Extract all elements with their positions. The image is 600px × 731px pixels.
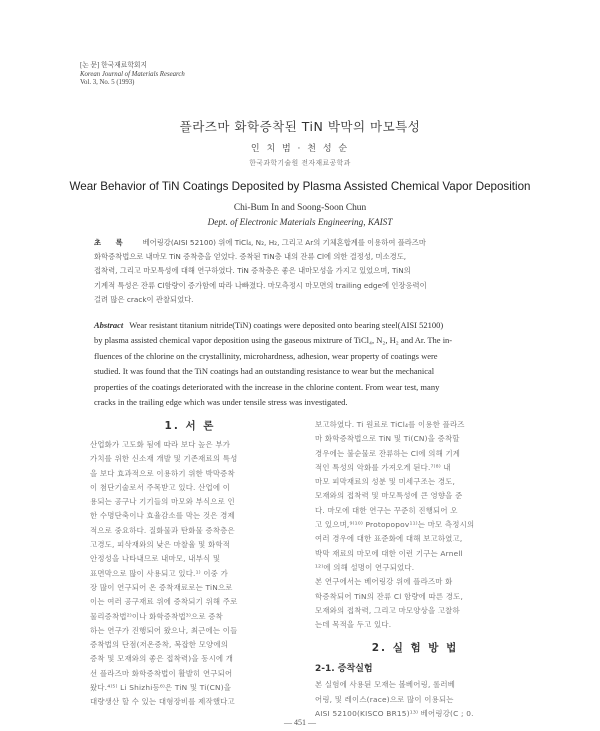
body-text-line: 본 연구에서는 베어링강 위에 플라즈마 화 bbox=[315, 577, 453, 587]
abstract-english-line: Abstract Wear resistant titanium nitride(TiN) coatings were deposited onto bearing steel(AISI 52100) bbox=[94, 320, 444, 330]
paper-title-korean: 플라즈마 화학증착된 TiN 박막의 마모특성 bbox=[179, 119, 421, 134]
abstract-english-label: Abstract bbox=[94, 320, 124, 330]
body-text-line: 여러 경우에 대한 표준화에 대해 보고하였고, bbox=[315, 534, 463, 544]
body-text-line: 대량생산 할 수 있는 대형장비를 제작했다고 bbox=[90, 697, 235, 707]
body-text-line: 모재와의 접착력 및 마모특성에 큰 영향을 준 bbox=[315, 491, 463, 501]
journal-header bbox=[80, 62, 185, 88]
body-text-line: 적인 특성의 악화를 가져오게 된다.⁷⁾⁸⁾ 내 bbox=[315, 462, 451, 472]
body-text-line: 을 보다 효과적으로 이용하기 위한 박막증착 bbox=[90, 468, 235, 478]
body-text-line: ¹²⁾에 의해 설명이 연구되었다. bbox=[315, 562, 415, 572]
affiliation-english: Dept. of Electronic Materials Engineering, KAIST bbox=[207, 217, 393, 227]
body-text-line: 안정성을 나타내므로 내마모, 내부식 및 bbox=[90, 554, 221, 564]
abstract-korean-label: 초 록 bbox=[94, 238, 129, 247]
abstract-english-line: studied. It was found that the TiN coatings had an outstanding resistance to wear but the mechanical bbox=[94, 366, 435, 377]
body-text-line: 용되는 공구나 기기들의 마모와 부식으로 인 bbox=[90, 497, 235, 507]
body-text-line: 학증착되어 TiN의 잔류 Cl 함량에 따른 경도, bbox=[315, 591, 464, 601]
abstract-english bbox=[94, 318, 508, 410]
subsection-heading-deposition: 2-1. 증착실험 bbox=[315, 664, 373, 675]
abstract-korean-line: 화학증착법으로 내마모 TiN 증착층을 얻었다. 증착된 TiN층 내의 잔류 Cl에 의한 결정성, 미소경도, bbox=[94, 252, 407, 262]
body-text-line: 왔다.⁴⁾⁵⁾ Li Shizhi등⁶⁾은 TiN 및 Ti(CN)을 bbox=[90, 683, 232, 693]
body-text-line: 산업화가 고도화 됨에 따라 보다 높은 부가 bbox=[90, 440, 231, 449]
body-text-line: 물리증착법²⁾이나 화학증착법³⁾으로 증착 bbox=[90, 611, 223, 621]
body-text-line: 이 첨단기술로서 주목받고 있다. 산업에 이 bbox=[90, 482, 231, 492]
affiliation-korean: 한국과학기술원 전자재료공학과 bbox=[249, 159, 351, 167]
body-text-line: 장 많이 연구되어 온 증착재료로는 TiN으로 bbox=[90, 582, 233, 592]
journal-header-line: Vol. 3, No. 5 (1993) bbox=[80, 79, 135, 87]
body-text-line: 가치를 위한 신소재 개발 및 기존재료의 특성 bbox=[90, 454, 238, 464]
abstract-english-line: by plasma assisted chemical vapor deposition using the gaseous mixtrure of TiCl₄, N₂, H₂ and Ar. The in- bbox=[94, 335, 453, 346]
body-text-line: 마 화학증착법으로 TiN 및 Ti(CN)을 증착할 bbox=[315, 434, 460, 444]
body-text-line: 이는 여러 공구재료 위에 증착되기 위해 주로 bbox=[90, 597, 238, 607]
body-text-line: 어링, 및 레이스(race)으로 많이 이용되는 bbox=[315, 694, 454, 704]
abstract-english-line: properties of the coatings deteriorated with the increase in the chlorine content. From wear test, many bbox=[94, 381, 440, 392]
abstract-english-line: fluences of the chlorine on the crystallinity, microhardness, adhesion, wear property of coatings were bbox=[94, 350, 438, 361]
body-text-line: 증착 및 모재와의 좋은 접착력)을 동시에 개 bbox=[90, 654, 234, 664]
abstract-korean-line: 걸려 많은 crack이 관찰되었다. bbox=[94, 294, 194, 304]
body-text-line: 는데 목적을 두고 있다. bbox=[315, 620, 392, 630]
body-text-line: 경우에는 불순물로 잔류하는 Cl에 의해 기계 bbox=[315, 448, 461, 458]
abstract-korean-line: 초 록 베어링강(AISI 52100) 위에 TiCl₄, N₂, H₂, 그리고 Ar의 기체혼합계를 이용하여 플라즈마 bbox=[94, 238, 426, 247]
body-text-line: 표면막으로 많이 사용되고 있다.¹⁾ 이중 가 bbox=[90, 568, 228, 578]
body-text-line: 보고하였다. Ti 원료로 TiCl₄를 이용한 플라즈 bbox=[315, 420, 465, 429]
body-text-line: 다. 마모에 대한 연구는 꾸준히 진행되어 오 bbox=[315, 505, 458, 515]
body-text-line: 선 플라즈마 화학증착법이 활발히 연구되어 bbox=[90, 668, 233, 678]
abstract-korean bbox=[94, 236, 508, 307]
body-text-line: 모재와의 접착력, 그리고 마모양상을 고찰하 bbox=[315, 605, 460, 615]
body-text-line: 마모 피막재료의 성분 및 미세구조는 경도, bbox=[315, 477, 456, 487]
body-text-line: 한 수명단축이나 효율감소를 막는 것은 경제 bbox=[90, 511, 235, 521]
body-text-line: 하는 연구가 진행되어 왔으나, 최근에는 이들 bbox=[90, 625, 238, 635]
body-text-line: AISI 52100(KISCO BR15)¹³⁾ 베어링강(C ; 0. bbox=[315, 709, 474, 719]
body-text-line: 본 실험에 사용된 모재는 볼베어링, 롤러베 bbox=[315, 680, 456, 690]
authors-english: Chi-Bum In and Soong-Soon Chun bbox=[233, 203, 367, 213]
section-heading-introduction: 1. 서 론 bbox=[164, 420, 216, 432]
body-text-line: 고 있으며,⁹⁾¹⁰⁾ Protopopov¹¹⁾는 마모 측정시의 bbox=[315, 520, 475, 530]
paper-title-english: Wear Behavior of TiN Coatings Deposited by Plasma Assisted Chemical Vapor Deposition bbox=[69, 180, 531, 193]
body-text-line: 적으로 중요하다. 질화물과 탄화물 증착층은 bbox=[90, 525, 235, 535]
abstract-english-line: cracks in the trailing edge which was under tensile stress was investigated. bbox=[94, 397, 348, 408]
journal-header-line: [논 문] 한국재료학회지 bbox=[80, 62, 148, 69]
page-number: — 451 — bbox=[284, 718, 316, 727]
authors-korean: 인 치 범 · 천 성 순 bbox=[250, 144, 350, 154]
abstract-korean-line: 접착력, 그리고 마모특성에 대해 연구하였다. TiN 증착층은 좋은 내마모성을 가지고 있었으며, TiN의 bbox=[94, 266, 411, 276]
body-text-line: 증착법의 단점(저온증착, 복잡한 모양에의 bbox=[90, 640, 229, 650]
abstract-korean-line: 기계적 특성은 잔류 Cl함량이 증가함에 따라 나빠졌다. 마모측정시 마모면의 trailing edge에 인장응력이 bbox=[94, 280, 427, 290]
right-column bbox=[315, 418, 515, 721]
left-column bbox=[90, 418, 290, 710]
journal-header-line: Korean Journal of Materials Research bbox=[80, 70, 185, 78]
section-heading-methods: 2. 실 험 방 법 bbox=[371, 642, 459, 655]
body-text-line: 박막 재료의 마모에 대한 이런 기구는 Arnell bbox=[315, 548, 463, 558]
body-text-line: 고경도, 피삭재와의 낮은 마찰율 및 화학적 bbox=[90, 540, 231, 550]
